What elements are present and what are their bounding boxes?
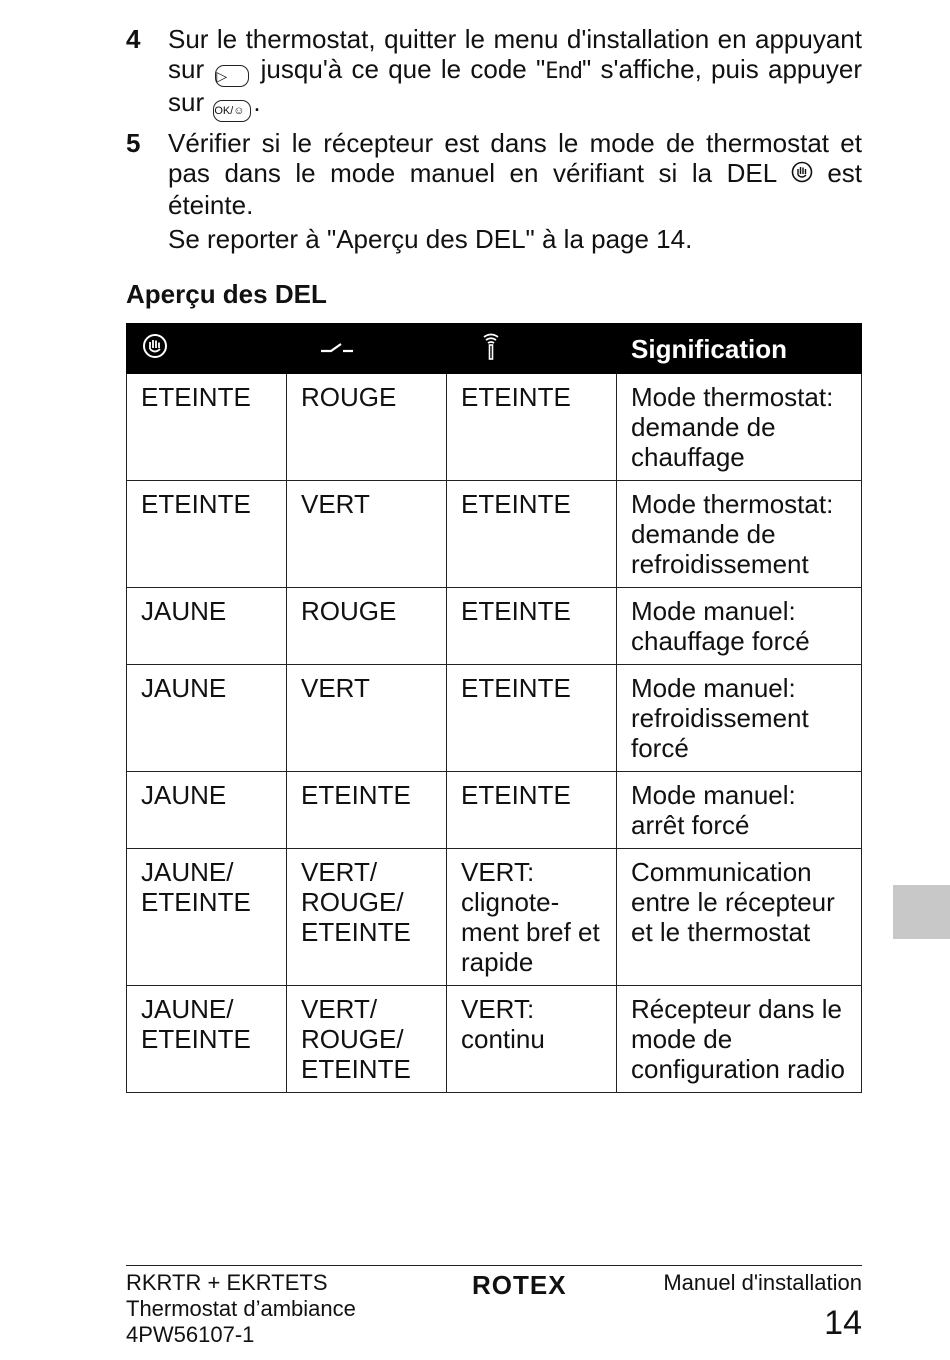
cell-hand-led: JAUNE/ ETEINTE — [127, 849, 287, 986]
reference-text: Se reporter à "Aperçu des DEL" à la page 14. — [168, 224, 693, 254]
cell-antenna-led: ETEINTE — [447, 481, 617, 588]
cell-antenna-led: VERT: clignote-ment bref et rapide — [447, 849, 617, 986]
cell-hand-led: JAUNE — [127, 772, 287, 849]
cell-switch-led: VERT — [287, 481, 447, 588]
cell-switch-led: VERT/ ROUGE/ ETEINTE — [287, 986, 447, 1093]
cell-hand-led: JAUNE/ ETEINTE — [127, 986, 287, 1093]
table-row — [127, 849, 862, 986]
step-number: 4 — [126, 24, 141, 54]
led-overview-table — [126, 323, 862, 1093]
footer-doc-code: 4PW56107-1 — [126, 1322, 255, 1347]
cell-meaning: Mode thermostat: demande de chauffage — [617, 374, 862, 481]
section-title: Aperçu des DEL — [126, 279, 327, 309]
cell-hand-led: JAUNE — [127, 665, 287, 772]
cell-hand-led: ETEINTE — [127, 481, 287, 588]
end-code: End — [545, 59, 582, 84]
cell-switch-led: VERT/ ROUGE/ ETEINTE — [287, 849, 447, 986]
table-row — [127, 772, 862, 849]
table-row — [127, 374, 862, 481]
footer-divider — [126, 1265, 862, 1266]
cell-meaning: Mode thermostat: demande de refroidissement — [617, 481, 862, 588]
hand-led-icon — [141, 332, 169, 366]
cell-meaning: Mode manuel: chauffage forcé — [617, 588, 862, 665]
cell-antenna-led: ETEINTE — [447, 665, 617, 772]
footer-model: RKRTR + EKRTETS — [126, 1270, 328, 1295]
cell-antenna-led: ETEINTE — [447, 374, 617, 481]
cell-meaning: Mode manuel: arrêt forcé — [617, 772, 862, 849]
step-text: Vérifier si le récepteur est dans le mode de thermostat et pas dans le mode manuel en vérifiant si la DEL est éteinte. — [168, 128, 863, 220]
cell-antenna-led: ETEINTE — [447, 588, 617, 665]
chapter-tab — [893, 885, 950, 939]
table-row — [127, 588, 862, 665]
cell-hand-led: JAUNE — [127, 588, 287, 665]
ok-key-icon: OK/☺ — [213, 100, 251, 122]
switch-led-icon — [319, 335, 355, 365]
table-row — [127, 481, 862, 588]
step-text: Sur le thermostat, quitter le menu d'installation en appuyant sur ▷ jusqu'à ce que le code "End" s'affiche, puis appuyer sur OK/☺ . — [168, 24, 862, 122]
footer-manual: Manuel d'installation — [663, 1270, 862, 1295]
cell-antenna-led: ETEINTE — [447, 772, 617, 849]
cell-switch-led: VERT — [287, 665, 447, 772]
table-row — [127, 665, 862, 772]
play-key-icon: ▷ — [215, 65, 249, 87]
cell-antenna-led: VERT: continu — [447, 986, 617, 1093]
header-switch-led — [287, 324, 447, 374]
cell-hand-led: ETEINTE — [127, 374, 287, 481]
cell-meaning: Mode manuel: refroidissement forcé — [617, 665, 862, 772]
header-antenna-led — [447, 324, 617, 374]
table-row — [127, 986, 862, 1093]
cell-meaning: Communication entre le récepteur et le thermostat — [617, 849, 862, 986]
header-hand-led — [127, 324, 287, 374]
antenna-led-icon — [481, 331, 501, 367]
brand-logo: ROTEX — [472, 1270, 567, 1300]
footer-product: Thermostat d’ambiance — [126, 1296, 356, 1321]
cell-switch-led: ROUGE — [287, 374, 447, 481]
step-5 — [126, 128, 862, 220]
page-number: 14 — [824, 1304, 862, 1342]
cell-switch-led: ETEINTE — [287, 772, 447, 849]
footer-left — [126, 1270, 356, 1348]
step-number: 5 — [126, 128, 141, 158]
cell-meaning: Récepteur dans le mode de configuration radio — [617, 986, 862, 1093]
hand-led-icon — [791, 160, 813, 190]
header-meaning: Signification — [617, 324, 862, 374]
cell-switch-led: ROUGE — [287, 588, 447, 665]
table-header-row — [127, 324, 862, 374]
step-4 — [126, 24, 862, 122]
